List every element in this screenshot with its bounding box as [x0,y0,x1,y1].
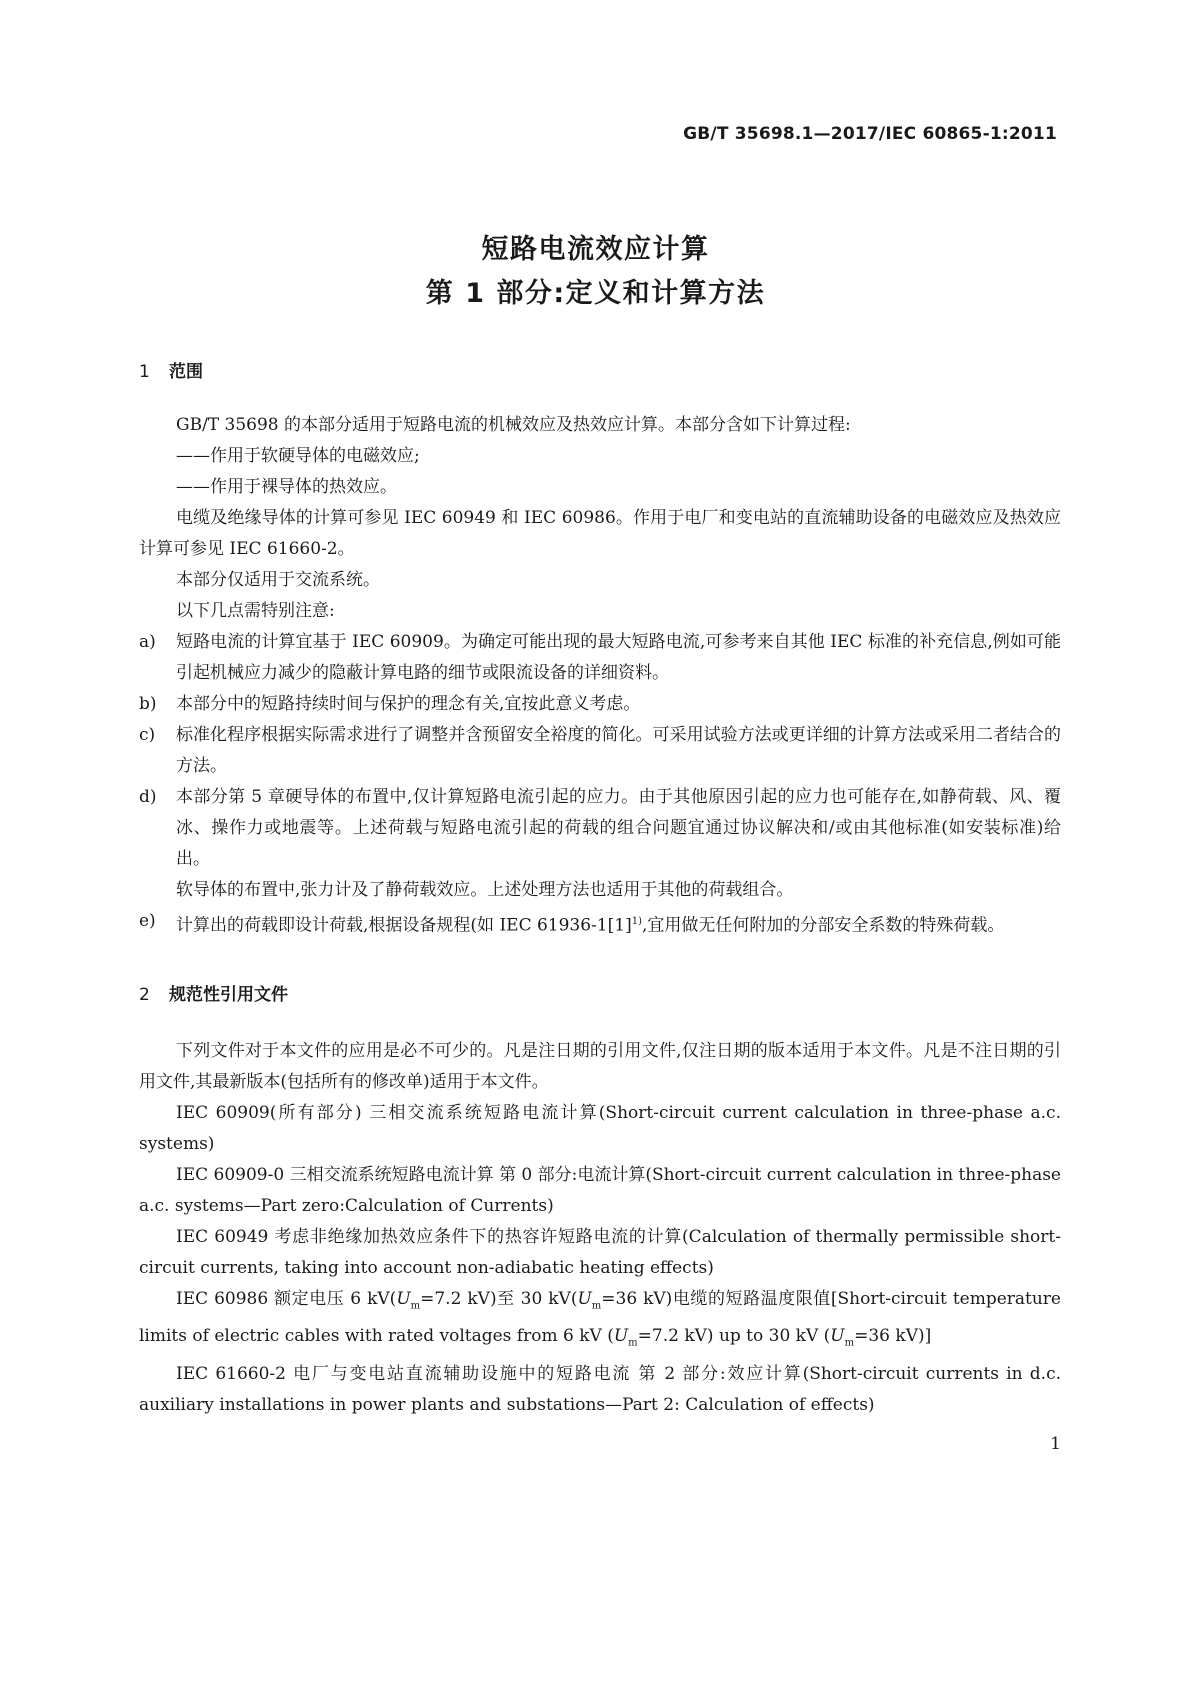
reference-entry [139,1284,1061,1359]
section-1-heading [139,357,203,382]
paragraph: 下列文件对于本文件的应用是必不可少的。凡是注日期的引用文件,仅注日期的版本适用于本文件。凡是不注日期的引用文件,其最新版本(包括所有的修改单)适用于本文件。 [139,1041,1061,1092]
document-title: 短路电流效应计算 [481,234,710,265]
footnote-mark: 1) [631,916,642,927]
voltage-symbol: U [830,1326,845,1347]
section-number: 2 [139,985,150,1005]
ref-text: IEC 60986 额定电压 6 kV( [176,1289,397,1309]
list-text: 短路电流的计算宜基于 IEC 60909。为确定可能出现的最大短路电流,可参考来自其他 IEC 标准的补充信息,例如可能引起机械应力减少的隐蔽计算电路的细节或限流设备的详细资料。 [176,632,1061,683]
voltage-subscript: m [591,1300,602,1312]
document-subtitle: 第 1 部分:定义和计算方法 [425,278,766,309]
list-label: b) [139,694,157,714]
reference-entry: IEC 61660-2 电厂与变电站直流辅助设施中的短路电流 第 2 部分:效应计算(Short-circuit currents in d.c. auxiliary installations in power plants and substations—Part 2: Calculation of effects) [139,1363,1061,1415]
dash-item: ——作用于裸导体的热效应。 [176,477,397,497]
reference-entry: IEC 60909(所有部分) 三相交流系统短路电流计算(Short-circuit current calculation in three-phase a.c. systems) [139,1103,1061,1154]
list-label: c) [139,725,156,745]
page-number: 1 [1050,1434,1061,1454]
dash-item: ——作用于软硬导体的电磁效应; [176,446,420,466]
list-label: e) [139,911,156,931]
list-text: 本部分中的短路持续时间与保护的理念有关,宜按此意义考虑。 [176,694,641,714]
list-item [139,782,1061,875]
voltage-subscript: m [844,1337,855,1349]
ref-text: =36 kV)电缆的短路温度限值[Short-circuit temperature limits of electric cables with rated voltages from 6 kV ( [139,1289,1061,1347]
paragraph: 电缆及绝缘导体的计算可参见 IEC 60949 和 IEC 60986。作用于电厂和变电站的直流辅助设备的电磁效应及热效应计算可参见 IEC 61660-2。 [139,508,1061,559]
ref-text: =7.2 kV) up to 30 kV ( [637,1326,831,1347]
list-text-part: 计算出的荷载即设计荷载,根据设备规程(如 IEC 61936-1[1] [176,915,632,936]
section-1-body [139,410,1061,942]
paragraph: 以下几点需特别注意: [176,601,335,621]
list-label: a) [139,632,156,652]
list-continuation: 软导体的布置中,张力计及了静荷载效应。上述处理方法也适用于其他的荷载组合。 [176,880,794,900]
list-label: d) [139,787,157,807]
ref-text: =7.2 kV)至 30 kV( [420,1289,578,1309]
section-2-heading [139,980,288,1005]
section-2-body [139,1036,1061,1421]
list-text [176,906,1061,942]
list-item [139,906,1061,942]
section-title: 范围 [169,362,203,382]
list-item [139,689,1061,720]
reference-entry: IEC 60909-0 三相交流系统短路电流计算 第 0 部分:电流计算(Short-circuit current calculation in three-phase a.c. systems—Part zero:Calculation of Currents) [139,1165,1061,1216]
paragraph: 本部分仅适用于交流系统。 [176,570,380,590]
standard-code: GB/T 35698.1—2017/IEC 60865-1:2011 [683,124,1057,144]
list-text-part: ,宜用做无任何附加的分部安全系数的特殊荷载。 [641,915,1005,936]
voltage-symbol: U [613,1326,629,1347]
ref-text: =36 kV)] [854,1326,932,1347]
voltage-subscript: m [410,1300,421,1312]
paragraph: GB/T 35698 的本部分适用于短路电流的机械效应及热效应计算。本部分含如下计算过程: [176,415,851,435]
section-number: 1 [139,362,150,382]
section-title: 规范性引用文件 [169,985,288,1005]
reference-entry: IEC 60949 考虑非绝缘加热效应条件下的热容许短路电流的计算(Calculation of thermally permissible short-circuit currents, taking into account non-adiabatic heating effects) [139,1227,1061,1278]
voltage-symbol: U [396,1289,411,1309]
list-item [139,720,1061,782]
title-block [0,228,1191,316]
list-text: 标准化程序根据实际需求进行了调整并含预留安全裕度的简化。可采用试验方法或更详细的计算方法或采用二者结合的方法。 [176,725,1061,776]
list-text: 本部分第 5 章硬导体的布置中,仅计算短路电流引起的应力。由于其他原因引起的应力也可能存在,如静荷载、风、覆冰、操作力或地震等。上述荷载与短路电流引起的荷载的组合问题宜通过协议解决和/或由其他标准(如安装标准)给出。 [176,787,1061,869]
voltage-subscript: m [628,1337,638,1349]
list-item [139,627,1061,689]
voltage-symbol: U [577,1289,592,1309]
